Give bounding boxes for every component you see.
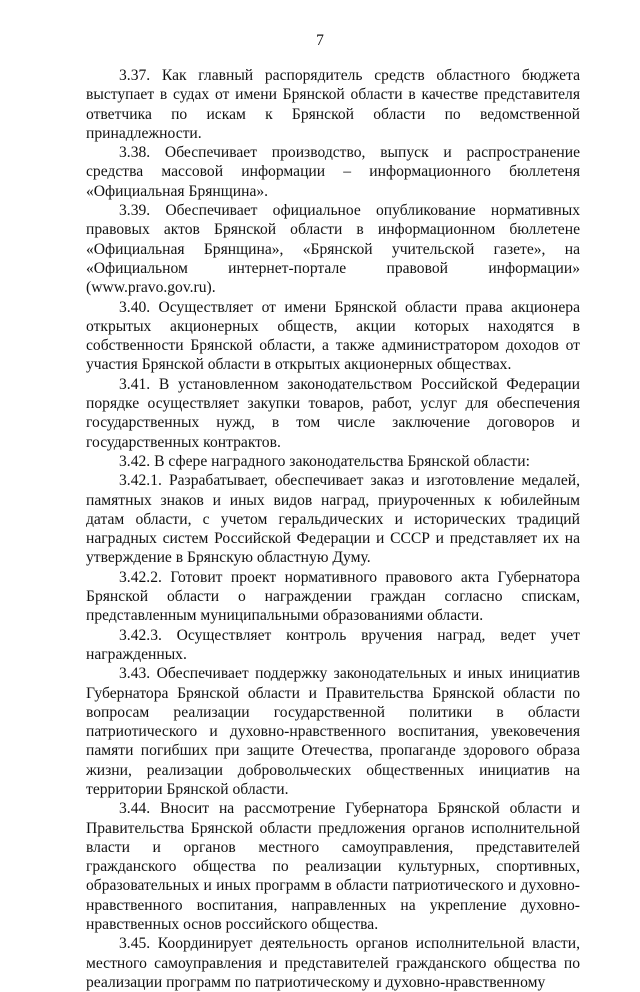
paragraph-3-42-2: 3.42.2. Готовит проект нормативного правового акта Губернатора Брянской области о награждении граждан согласно спискам, представленным муниципальными образованиями области.: [86, 568, 580, 625]
paragraph-3-38: 3.38. Обеспечивает производство, выпуск и распространение средства массовой информации – информационного бюллетеня «Официальная Брянщина».: [86, 144, 580, 200]
paragraph-3-45: 3.45. Координирует деятельность органов исполнительной власти, местного самоуправления и представителей гражданского общества по реализации программ по патриотическому и духовно-нравственному: [86, 935, 580, 991]
paragraph-3-40: 3.40. Осуществляет от имени Брянской области права акционера открытых акционерных обществ, акции которых находятся в собственности Брянской области, а также администратором доходов от участия Брянской области в открытых акционерных обществах.: [86, 298, 580, 374]
paragraph-3-42: 3.42. В сфере наградного законодательства Брянской области:: [119, 452, 530, 470]
page-number: 7: [316, 32, 324, 49]
paragraph-3-41: 3.41. В установленном законодательством Российской Федерации порядке осуществляет закупки товаров, работ, услуг для обеспечения государственных нужд, в том числе заключение договоров и государственных контрактов.: [86, 375, 580, 451]
paragraph-3-39: 3.39. Обеспечивает официальное опубликование нормативных правовых актов Брянской области в информационном бюллетене «Официальная Брянщина», «Брянской учительской газете», на «Официальном интернет-портале правовой информации» (www.pravo.gov.ru).: [86, 202, 580, 297]
paragraph-3-43: 3.43. Обеспечивает поддержку законодательных и иных инициатив Губернатора Брянской области и Правительства Брянской области по вопросам реализации государственной политики в области патриотического и духовно-нравственного воспитания, увековечения памяти погибших при защите Отечества, пропаганде здорового образа жизни, реализации добровольческих общественных инициатив на территории Брянской области.: [86, 665, 580, 798]
paragraph-3-42-1: 3.42.1. Разрабатывает, обеспечивает заказ и изготовление медалей, памятных знаков и иных видов наград, приуроченных к юбилейным датам области, с учетом геральдических и исторических традиций наградных систем Российской Федерации и СССР и представляет их на утверждение в Брянскую областную Думу.: [86, 472, 580, 567]
paragraph-3-42-3: 3.42.3. Осуществляет контроль вручения наград, ведет учет награжденных.: [86, 626, 580, 663]
paragraph-3-44: 3.44. Вносит на рассмотрение Губернатора Брянской области и Правительства Брянской области предложения органов исполнительной власти и органов местного самоуправления, представителей гражданского общества по реализации культурных, спортивных, образовательных и иных программ в области патриотического и духовно-нравственного воспитания, направленных на укрепление духовно-нравственных основ российского общества.: [86, 800, 580, 934]
paragraph-3-37: 3.37. Как главный распорядитель средств областного бюджета выступает в судах от имени Брянской области в качестве представителя ответчика по искам к Брянской области по ведомственной принадлежности.: [86, 67, 580, 142]
document-body: [86, 66, 580, 992]
